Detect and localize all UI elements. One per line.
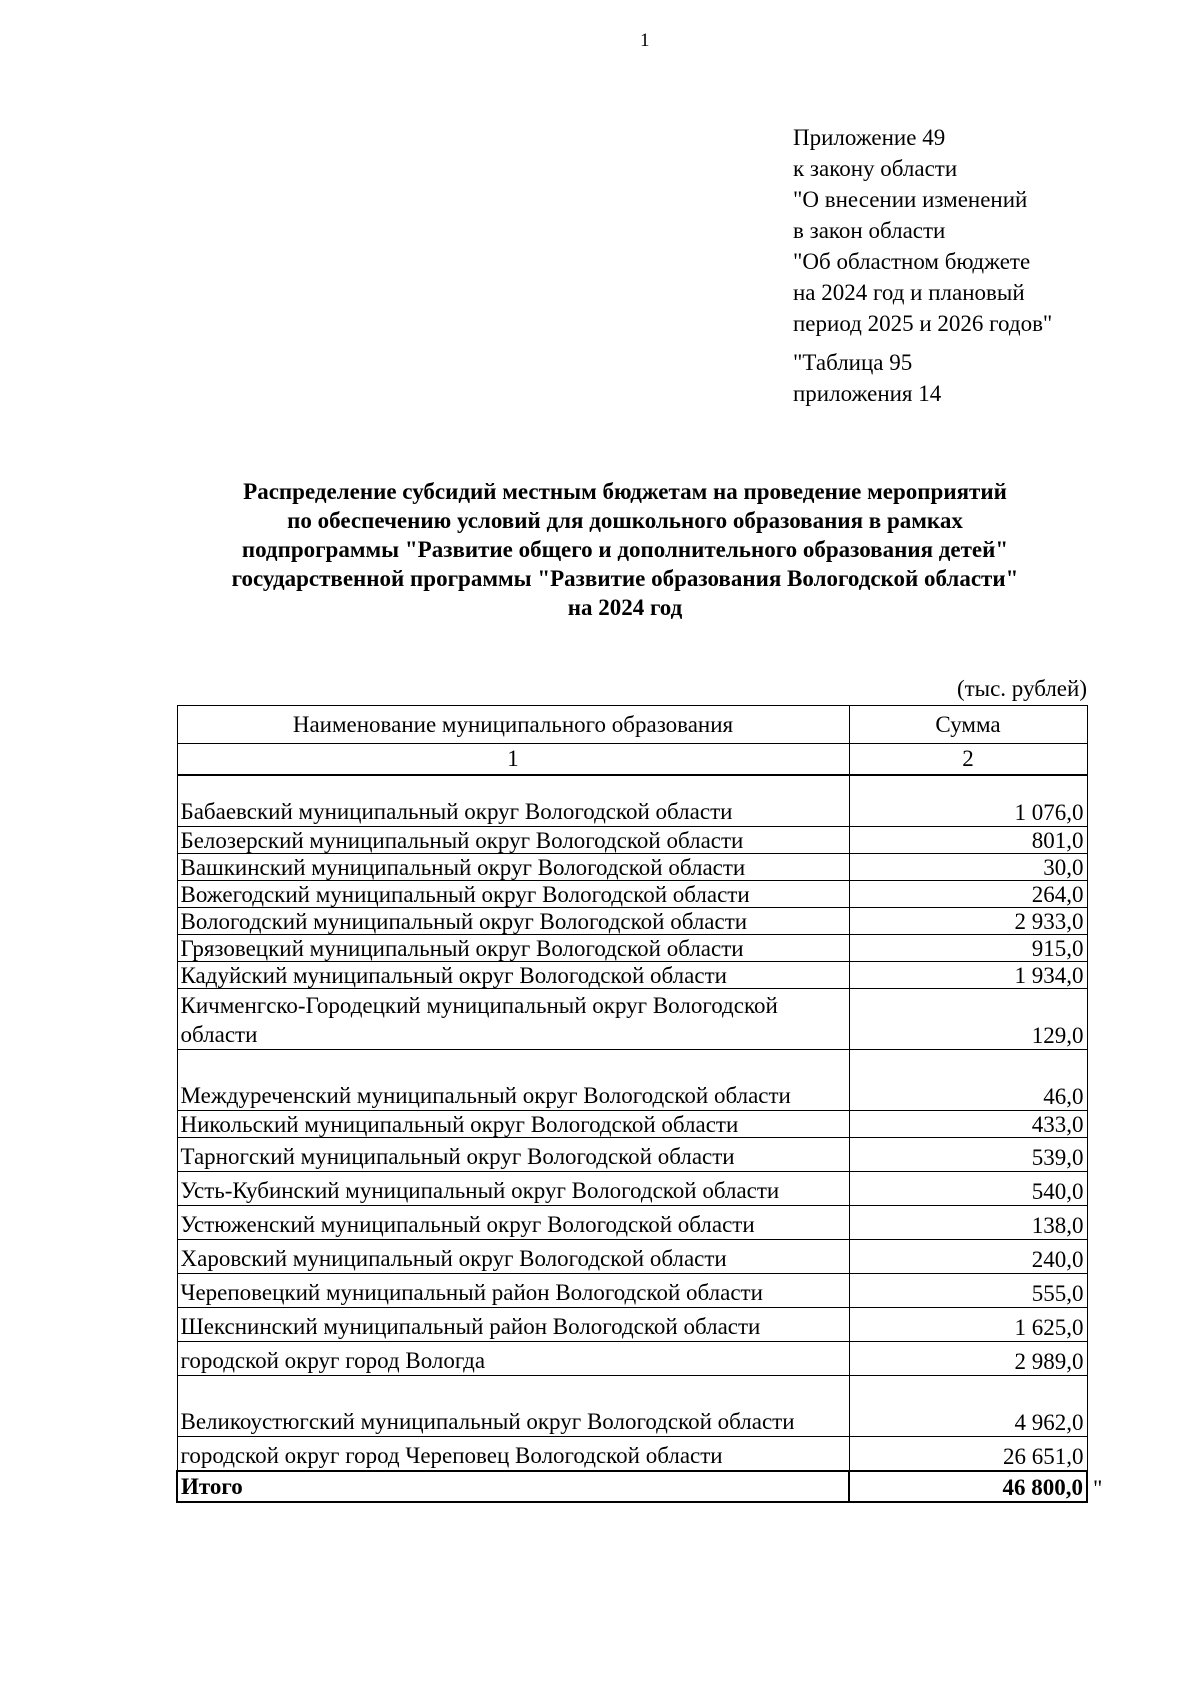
municipality-name: Грязовецкий муниципальный округ Вологодской области bbox=[177, 935, 849, 962]
subsidy-amount: 264,0 bbox=[849, 881, 1087, 908]
subsidy-amount: 915,0 bbox=[849, 935, 1087, 962]
total-label: Итого bbox=[177, 1471, 849, 1502]
table-row bbox=[177, 989, 1087, 1050]
table-row bbox=[177, 1274, 1087, 1308]
table-row bbox=[177, 1308, 1087, 1342]
subsidy-amount: 30,0 bbox=[849, 854, 1087, 881]
appendix-line: "О внесении изменений bbox=[793, 187, 1028, 212]
closing-quote: " bbox=[1093, 1476, 1103, 1501]
municipality-name: городской округ город Череповец Вологодской области bbox=[177, 1437, 849, 1472]
total-amount: 46 800,0 bbox=[849, 1471, 1087, 1502]
municipality-name: Великоустюгский муниципальный округ Вологодской области bbox=[177, 1376, 849, 1437]
title-line: подпрограммы "Развитие общего и дополнительного образования детей" bbox=[241, 537, 1009, 562]
table-row bbox=[177, 854, 1087, 881]
title-line: на 2024 год bbox=[567, 595, 683, 620]
column-number-row bbox=[177, 744, 1087, 776]
title-line: государственной программы "Развитие образования Вологодской области" bbox=[231, 566, 1019, 591]
table-row bbox=[177, 1240, 1087, 1274]
municipality-name: Череповецкий муниципальный район Вологодской области bbox=[177, 1274, 849, 1308]
subsidy-amount: 240,0 bbox=[849, 1240, 1087, 1274]
municipality-name: Вожегодский муниципальный округ Вологодской области bbox=[177, 881, 849, 908]
title-line: Распределение субсидий местным бюджетам на проведение мероприятий bbox=[243, 479, 1007, 504]
subsidy-amount: 1 625,0 bbox=[849, 1308, 1087, 1342]
table-row bbox=[177, 1050, 1087, 1111]
appendix-line: период 2025 и 2026 годов" bbox=[793, 311, 1053, 336]
appendix-line: "Таблица 95 bbox=[793, 350, 913, 375]
appendix-header bbox=[793, 122, 1052, 409]
table-row bbox=[177, 827, 1087, 854]
municipality-name: Устюженский муниципальный округ Вологодской области bbox=[177, 1206, 849, 1240]
municipality-name: Усть-Кубинский муниципальный округ Вологодской области bbox=[177, 1172, 849, 1206]
municipality-name: Харовский муниципальный округ Вологодской области bbox=[177, 1240, 849, 1274]
municipality-name: Вашкинский муниципальный округ Вологодской области bbox=[177, 854, 849, 881]
municipality-name: Кадуйский муниципальный округ Вологодской области bbox=[177, 962, 849, 989]
column-number: 2 bbox=[849, 744, 1087, 776]
subsidy-amount: 1 076,0 bbox=[849, 775, 1087, 827]
table-row bbox=[177, 1206, 1087, 1240]
appendix-line: Приложение 49 bbox=[793, 125, 946, 150]
table-header-row bbox=[177, 706, 1087, 744]
column-number: 1 bbox=[177, 744, 849, 776]
subsidy-amount: 129,0 bbox=[849, 989, 1087, 1050]
table-row bbox=[177, 935, 1087, 962]
table-row bbox=[177, 775, 1087, 827]
municipality-name: Шекснинский муниципальный район Вологодской области bbox=[177, 1308, 849, 1342]
table-row bbox=[177, 1138, 1087, 1172]
table-row bbox=[177, 1437, 1087, 1472]
subsidy-table bbox=[176, 705, 1088, 1503]
title-line: по обеспечению условий для дошкольного образования в рамках bbox=[287, 508, 963, 533]
appendix-line: в закон области bbox=[793, 218, 946, 243]
municipality-name: Бабаевский муниципальный округ Вологодской области bbox=[177, 775, 849, 827]
municipality-name: Вологодский муниципальный округ Вологодской области bbox=[177, 908, 849, 935]
appendix-line: приложения 14 bbox=[793, 381, 942, 406]
subsidy-amount: 4 962,0 bbox=[849, 1376, 1087, 1437]
subsidy-amount: 539,0 bbox=[849, 1138, 1087, 1172]
appendix-line: "Об областном бюджете bbox=[793, 249, 1031, 274]
table-row bbox=[177, 1376, 1087, 1437]
appendix-line: к закону области bbox=[793, 156, 958, 181]
municipality-name: Белозерский муниципальный округ Вологодской области bbox=[177, 827, 849, 854]
subsidy-amount: 540,0 bbox=[849, 1172, 1087, 1206]
table-row bbox=[177, 908, 1087, 935]
subsidy-amount: 138,0 bbox=[849, 1206, 1087, 1240]
column-header-name: Наименование муниципального образования bbox=[177, 706, 849, 744]
subsidy-amount: 2 933,0 bbox=[849, 908, 1087, 935]
table-row bbox=[177, 1111, 1087, 1138]
document-title bbox=[160, 477, 1090, 622]
table-row bbox=[177, 1342, 1087, 1376]
table-row bbox=[177, 962, 1087, 989]
subsidy-amount: 26 651,0 bbox=[849, 1437, 1087, 1472]
subsidy-amount: 46,0 bbox=[849, 1050, 1087, 1111]
subsidy-amount: 555,0 bbox=[849, 1274, 1087, 1308]
subsidy-amount: 2 989,0 bbox=[849, 1342, 1087, 1376]
subsidy-amount: 1 934,0 bbox=[849, 962, 1087, 989]
column-header-sum: Сумма bbox=[849, 706, 1087, 744]
municipality-name: Тарногский муниципальный округ Вологодской области bbox=[177, 1138, 849, 1172]
table-row bbox=[177, 881, 1087, 908]
municipality-name: городской округ город Вологда bbox=[177, 1342, 849, 1376]
page-number: 1 bbox=[640, 30, 650, 51]
subsidy-amount: 433,0 bbox=[849, 1111, 1087, 1138]
appendix-line: на 2024 год и плановый bbox=[793, 280, 1025, 305]
table-row bbox=[177, 1172, 1087, 1206]
municipality-name: Никольский муниципальный округ Вологодской области bbox=[177, 1111, 849, 1138]
units-label: (тыс. рублей) bbox=[956, 676, 1087, 701]
municipality-name: Междуреченский муниципальный округ Вологодской области bbox=[177, 1050, 849, 1111]
total-row bbox=[177, 1471, 1087, 1502]
subsidy-amount: 801,0 bbox=[849, 827, 1087, 854]
municipality-name: Кичменгско-Городецкий муниципальный округ Вологодской области bbox=[177, 989, 849, 1050]
